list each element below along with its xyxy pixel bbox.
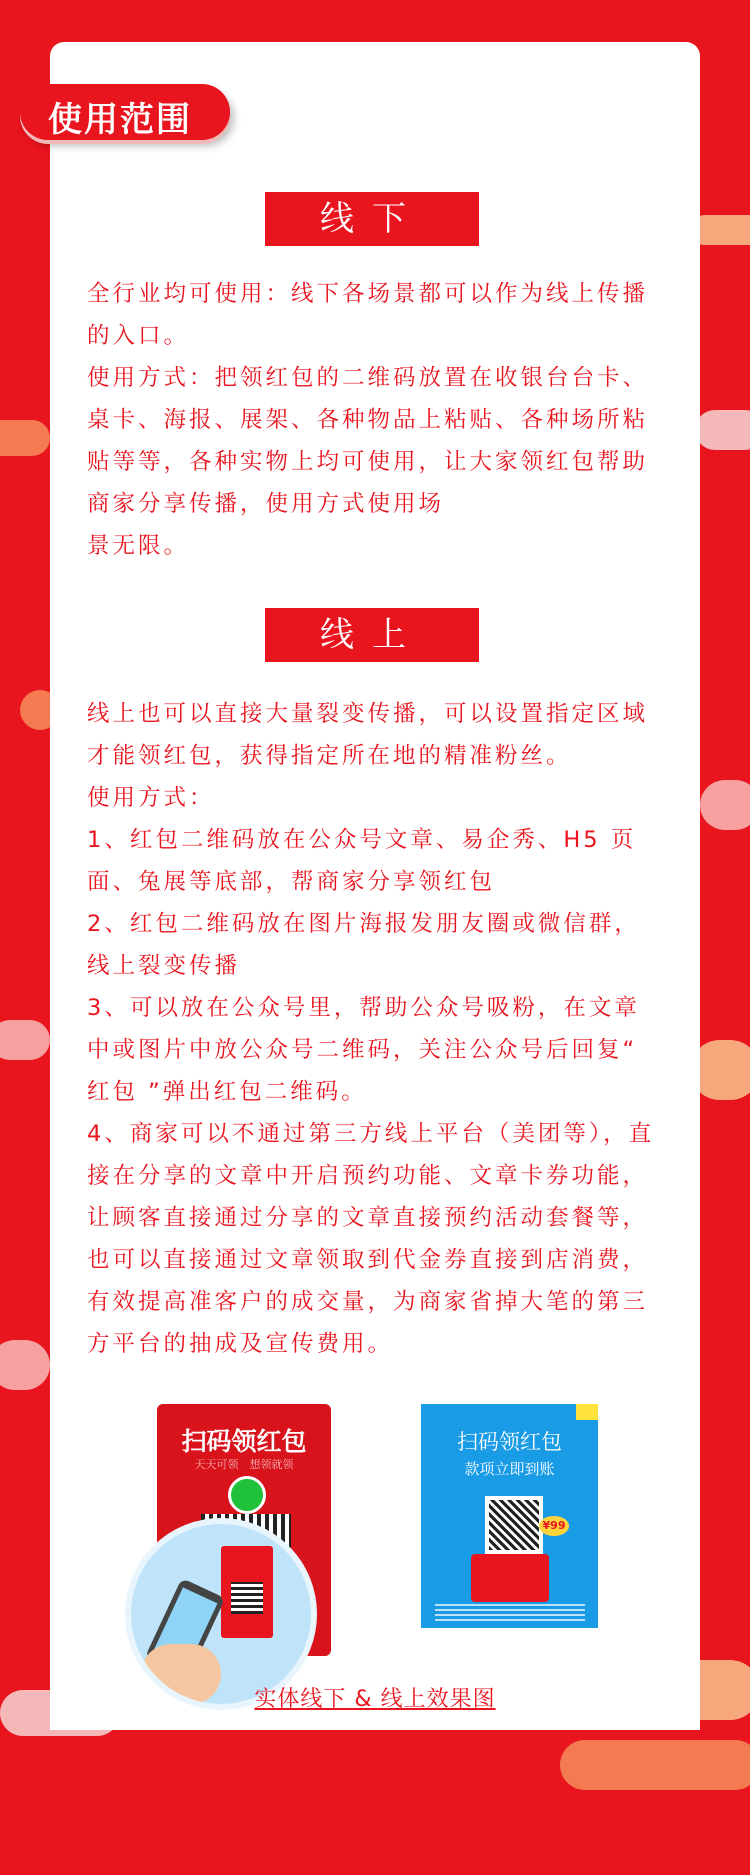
decorative-cloud bbox=[0, 1340, 50, 1390]
offline-text bbox=[87, 273, 665, 567]
fine-print bbox=[435, 1604, 585, 1622]
decorative-cloud bbox=[695, 410, 750, 450]
red-envelope-icon bbox=[471, 1554, 549, 1602]
decorative-cloud bbox=[0, 420, 50, 456]
mini-card bbox=[221, 1546, 273, 1638]
right-poster-title: 扫码领红包 bbox=[457, 1430, 562, 1454]
online-paragraph: 2、红包二维码放在图片海报发朋友圈或微信群，线上裂变传播 bbox=[87, 911, 640, 979]
online-text bbox=[87, 693, 665, 1365]
online-paragraph: 1、红包二维码放在公众号文章、易企秀、H5 页面、兔展等底部，帮商家分享领红包 bbox=[87, 827, 637, 895]
online-paragraph: 使用方式： bbox=[87, 785, 215, 811]
offline-heading: 线下 bbox=[265, 192, 479, 246]
corner-tag bbox=[576, 1404, 598, 1420]
usage-scope-title: 使用范围 bbox=[48, 100, 192, 140]
offline-paragraph: 全行业均可使用：线下各场景都可以作为线上传播的入口。 bbox=[87, 281, 649, 349]
offline-paragraph: 使用方式：把领红包的二维码放置在收银台台卡、桌卡、海报、展架、各种物品上粘贴、各种场所粘贴等等，各种实物上均可使用，让大家领红包帮助商家分享传播，使用方式使用场 bbox=[87, 365, 649, 517]
online-paragraph: 3、可以放在公众号里，帮助公众号吸粉，在文章中或图片中放公众号二维码，关注公众号后回复“ 红包 ”弹出红包二维码。 bbox=[87, 995, 640, 1105]
effect-caption-link[interactable]: 实体线下 & 线上效果图 bbox=[254, 1687, 496, 1712]
decorative-cloud bbox=[560, 1740, 750, 1790]
online-paragraph: 4、商家可以不通过第三方线上平台（美团等），直接在分享的文章中开启预约功能、文章卡券功能，让顾客直接通过分享的文章直接预约活动套餐等，也可以直接通过文章领取到代金券直接到店消费，有效提高准客户的成交量，为商家省掉大笔的第三方平台的抽成及宣传费用。 bbox=[87, 1121, 655, 1357]
left-card-subtitle: 天天可领 想领就领 bbox=[194, 1458, 294, 1471]
wechat-icon bbox=[228, 1476, 266, 1514]
right-poster-subtitle: 款项立即到账 bbox=[464, 1460, 555, 1478]
decorative-cloud bbox=[0, 1020, 50, 1060]
online-heading: 线上 bbox=[265, 608, 479, 662]
offline-paragraph: 景无限。 bbox=[87, 533, 190, 559]
online-paragraph: 线上也可以直接大量裂变传播，可以设置指定区域才能领红包，获得指定所在地的精准粉丝。 bbox=[87, 701, 649, 769]
online-effect-image bbox=[421, 1404, 598, 1628]
qr-code-icon bbox=[231, 1582, 263, 1614]
decorative-cloud bbox=[700, 780, 750, 830]
qr-code-icon bbox=[485, 1496, 543, 1554]
usage-scope-tab bbox=[20, 84, 230, 140]
left-card-title: 扫码领红包 bbox=[181, 1427, 307, 1456]
price-badge: ¥99 bbox=[539, 1516, 569, 1536]
